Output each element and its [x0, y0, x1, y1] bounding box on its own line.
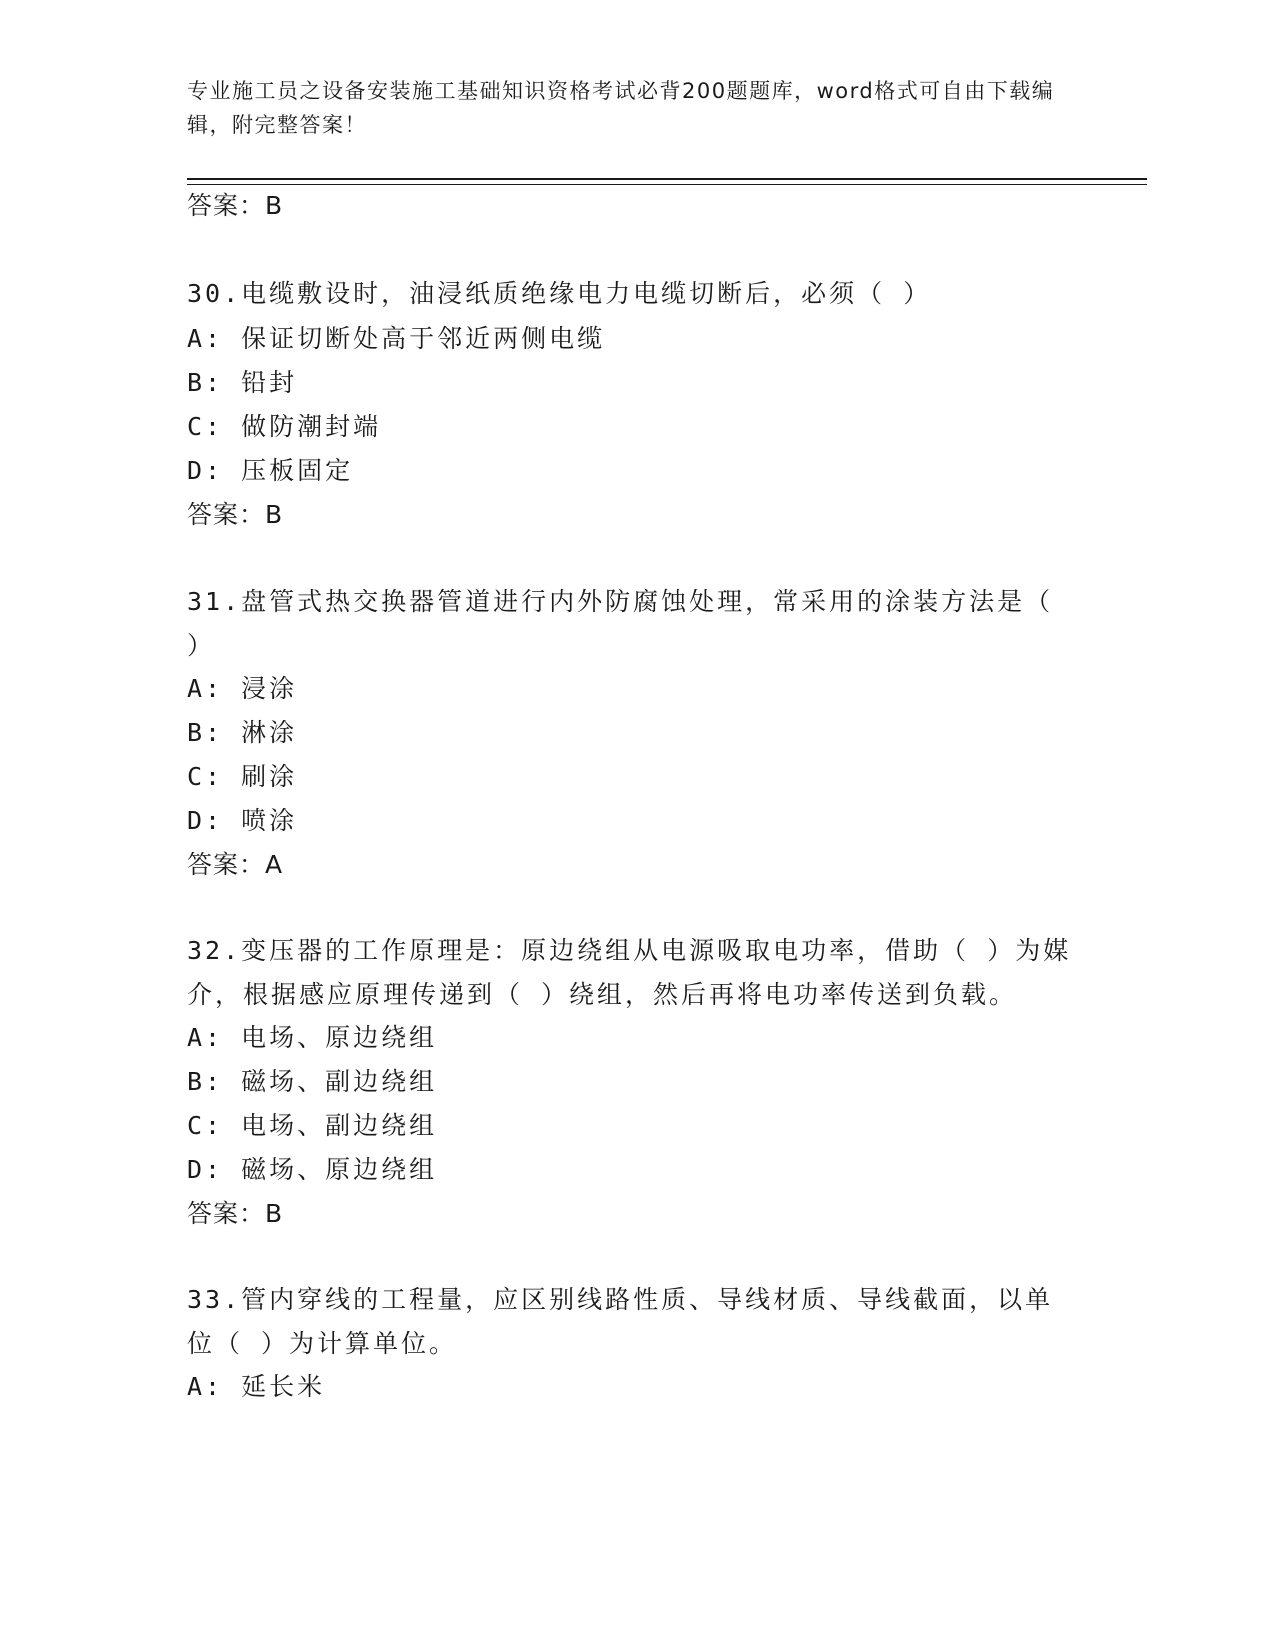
question-text: 31.盘管式热交换器管道进行内外防腐蚀处理，常采用的涂装方法是（ ） [187, 587, 1054, 660]
option-a: A: 电场、原边绕组 [187, 1023, 438, 1052]
answer-line: 答案：A [187, 850, 284, 879]
option-b: B: 淋涂 [187, 718, 298, 747]
answer-line: 答案：B [187, 500, 284, 529]
option-a: A: 保证切断处高于邻近两侧电缆 [187, 324, 606, 353]
option-a: A: 浸涂 [187, 674, 298, 703]
option-c: C: 做防潮封端 [187, 412, 382, 441]
option-b: B: 铅封 [187, 368, 298, 397]
question-text: 30.电缆敷设时，油浸纸质绝缘电力电缆切断后，必须（ ） [187, 279, 932, 308]
question-text: 32.变压器的工作原理是：原边绕组从电源吸取电功率，借助（ ）为媒介，根据感应原理传递到（ ）绕组，然后再将电功率传送到负载。 [187, 936, 1072, 1009]
answer-line: 答案：B [187, 1199, 284, 1228]
option-d: D: 磁场、原边绕组 [187, 1155, 438, 1184]
question-text: 33.管内穿线的工程量，应区别线路性质、导线材质、导线截面，以单位（ ）为计算单位。 [187, 1285, 1054, 1358]
question-list [187, 0, 1077, 1650]
option-d: D: 喷涂 [187, 806, 298, 835]
answer-line: 答案：B [187, 191, 284, 220]
option-a: A: 延长米 [187, 1372, 326, 1401]
option-b: B: 磁场、副边绕组 [187, 1067, 438, 1096]
option-d: D: 压板固定 [187, 456, 354, 485]
option-c: C: 电场、副边绕组 [187, 1111, 438, 1140]
option-c: C: 刷涂 [187, 762, 298, 791]
document-header: 专业施工员之设备安装施工基础知识资格考试必背200题题库，word格式可自由下载编辑，附完整答案！ [187, 79, 1055, 137]
